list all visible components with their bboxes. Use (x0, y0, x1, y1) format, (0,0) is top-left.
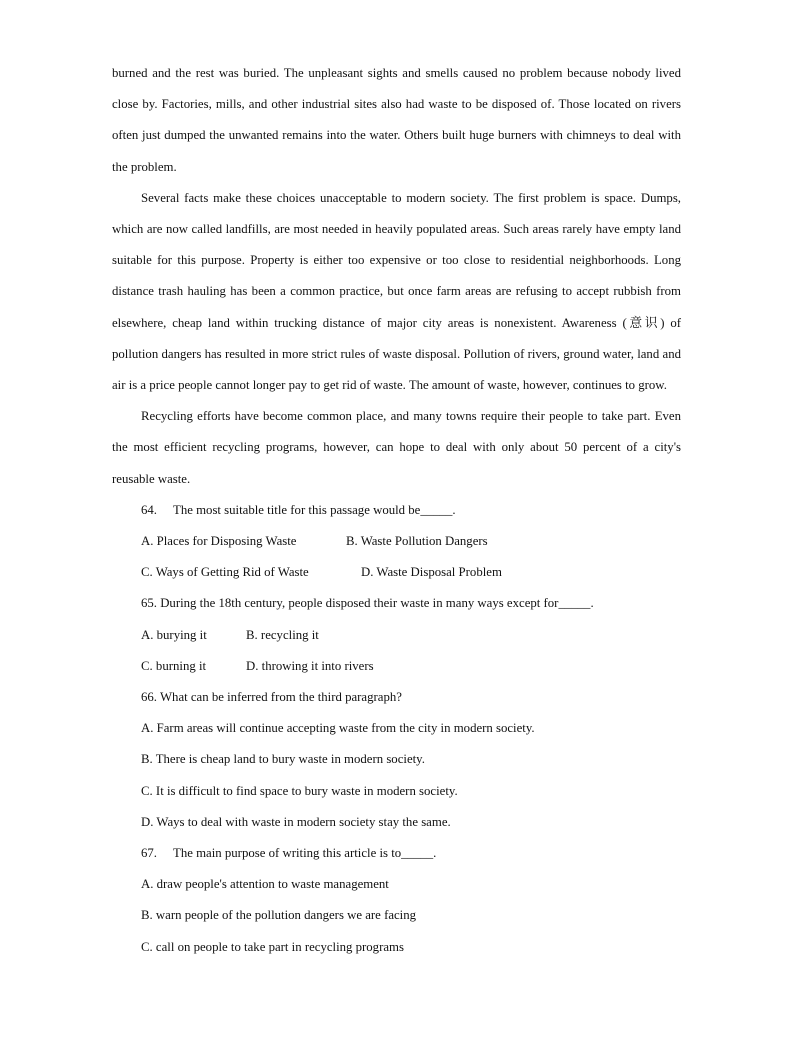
question-67-number: 67. (141, 846, 157, 861)
question-66: 66. What can be inferred from the third paragraph? (141, 690, 402, 705)
question-64 (112, 495, 681, 526)
question-65: 65. During the 18th century, people disposed their waste in many ways except for_____. (141, 596, 594, 611)
question-64-option-a: A. Places for Disposing Waste (141, 534, 297, 549)
paragraph-2: Several facts make these choices unacceptable to modern society. The first problem is space. Dumps, which are now called landfills, are most needed in heavily populated areas. Such areas rarely have empty land suitable for this purpose. Property is either too expensive or too close to residential neighborhoods. Long distance trash hauling has been a common practice, but once farm areas are refusing to accept rubbish from elsewhere, cheap land within trucking distance of major city areas is nonexistent. Awareness (意识) of pollution dangers has resulted in more strict rules of waste disposal. Pollution of rivers, ground water, land and air is a price people cannot longer pay to get rid of waste. The amount of waste, however, continues to grow. (112, 190, 681, 393)
question-64-option-b: B. Waste Pollution Dangers (346, 534, 488, 549)
question-64-option-c: C. Ways of Getting Rid of Waste (141, 565, 309, 580)
question-67-option-a: A. draw people's attention to waste management (141, 877, 389, 892)
question-66-option-b: B. There is cheap land to bury waste in modern society. (141, 752, 425, 767)
question-64-options-row-1 (112, 526, 681, 557)
question-66-option-c: C. It is difficult to find space to bury waste in modern society. (141, 783, 458, 798)
question-65-options-row-1 (112, 620, 681, 651)
question-66-option-d: D. Ways to deal with waste in modern society stay the same. (141, 814, 451, 829)
question-64-option-d: D. Waste Disposal Problem (361, 565, 502, 580)
question-67 (112, 838, 681, 869)
question-64-number: 64. (141, 502, 157, 517)
question-67-text: The main purpose of writing this article is to_____. (173, 846, 437, 861)
question-65-option-d: D. throwing it into rivers (246, 658, 374, 673)
question-65-option-a: A. burying it (141, 627, 207, 642)
question-64-options-row-2 (112, 557, 681, 588)
question-65-option-b: B. recycling it (246, 627, 319, 642)
question-65-options-row-2 (112, 651, 681, 682)
paragraph-3: Recycling efforts have become common place, and many towns require their people to take part. Even the most efficient recycling programs, however, can hope to deal with only about 50 percent of a city's reusable waste. (112, 409, 681, 486)
question-67-option-b: B. warn people of the pollution dangers we are facing (141, 908, 417, 923)
question-64-text: The most suitable title for this passage would be_____. (173, 502, 456, 517)
question-67-option-c: C. call on people to take part in recycling programs (141, 939, 404, 954)
question-65-option-c: C. burning it (141, 658, 207, 673)
document-body (112, 58, 681, 963)
question-66-option-a: A. Farm areas will continue accepting waste from the city in modern society. (141, 721, 535, 736)
paragraph-1: burned and the rest was buried. The unpleasant sights and smells caused no problem because nobody lived close by. Factories, mills, and other industrial sites also had waste to be disposed of. Those located on rivers often just dumped the unwanted remains into the water. Others built huge burners with chimneys to deal with the problem. (112, 66, 681, 174)
